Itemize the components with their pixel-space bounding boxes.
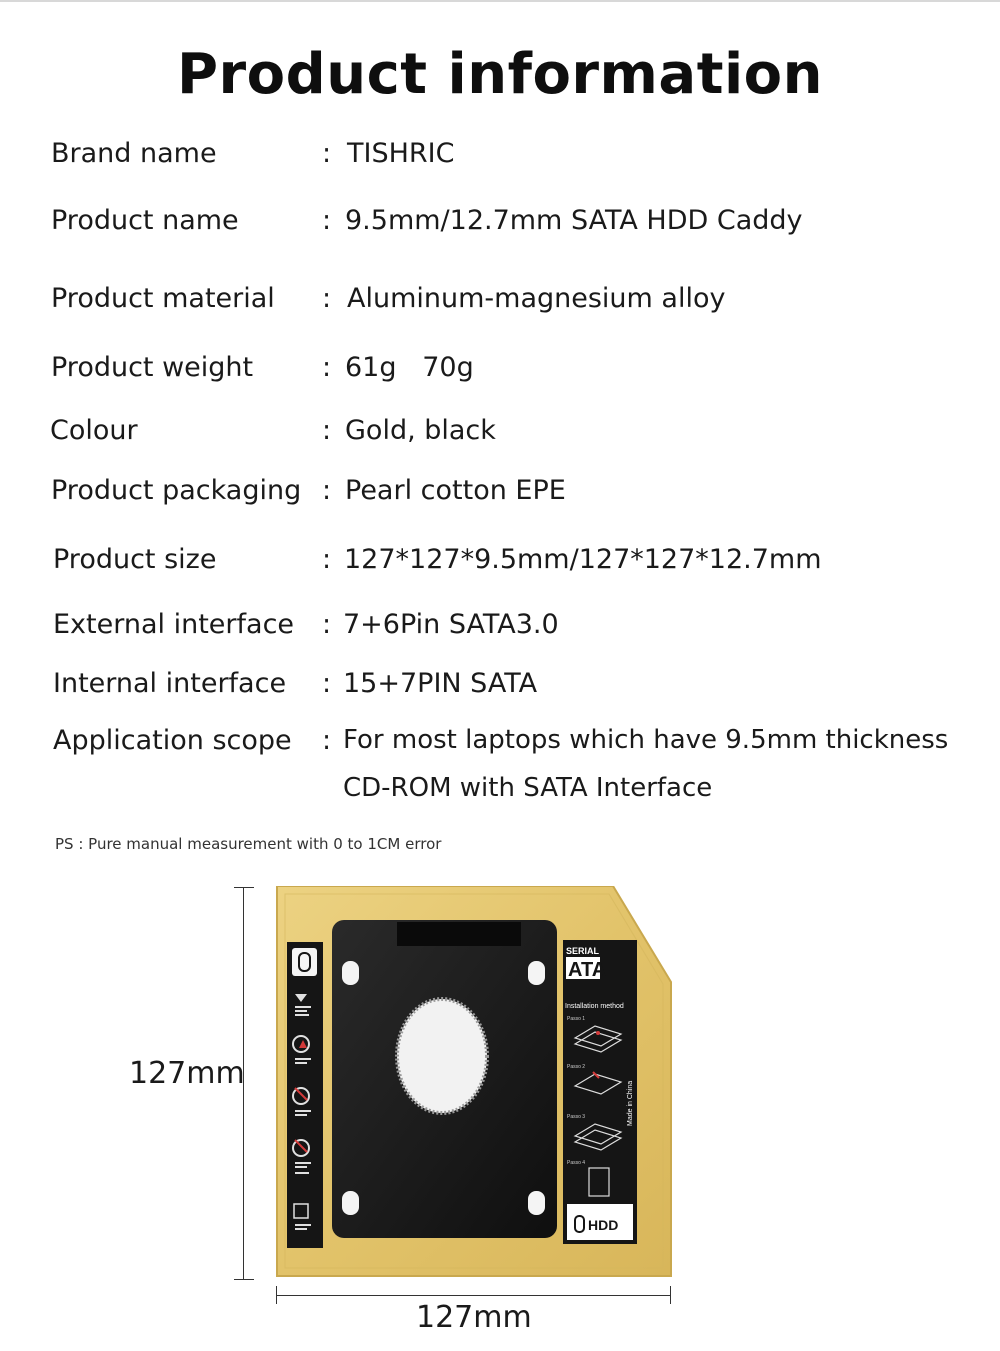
dim-tick-right xyxy=(670,1286,671,1304)
top-divider xyxy=(0,0,1000,2)
spec-row-colour xyxy=(0,415,1000,455)
height-dimension-label: 127mm xyxy=(129,1056,245,1091)
spec-colon: : xyxy=(322,544,332,575)
hdd-caddy-image xyxy=(275,886,673,1278)
spec-value: For most laptops which have 9.5mm thickness xyxy=(343,725,949,755)
spec-row-application-scope xyxy=(0,725,1000,815)
spec-colon: : xyxy=(322,475,332,506)
spec-row-material xyxy=(0,283,1000,323)
spec-colon: : xyxy=(322,415,332,446)
measurement-note: PS : Pure manual measurement with 0 to 1CM error xyxy=(55,835,442,853)
spec-value: 15+7PIN SATA xyxy=(343,668,538,699)
spec-row-brand xyxy=(0,138,1000,178)
spec-label: Product weight xyxy=(51,352,254,383)
spec-row-packaging xyxy=(0,475,1000,515)
step-2: Passo 2 xyxy=(567,1064,586,1070)
spec-row-size xyxy=(0,544,1000,584)
tray-oval-hole xyxy=(397,999,487,1113)
serial-text: SERIAL xyxy=(566,946,600,956)
page-title: Product information xyxy=(176,42,823,107)
spec-value: Pearl cotton EPE xyxy=(345,475,566,506)
made-in-text: Made in China xyxy=(627,1080,634,1126)
spec-label: Product name xyxy=(51,205,239,236)
spec-value-continued: CD-ROM with SATA Interface xyxy=(343,773,713,803)
spec-colon: : xyxy=(322,609,332,640)
spec-label: Product packaging xyxy=(51,475,302,506)
spec-row-external-interface xyxy=(0,609,1000,649)
spec-value: TISHRIC xyxy=(347,138,455,169)
step-4: Passo 4 xyxy=(567,1160,586,1166)
spec-colon: : xyxy=(322,205,332,236)
spec-value: 61g 70g xyxy=(345,352,474,383)
step-1: Passo 1 xyxy=(567,1016,586,1022)
spec-colon: : xyxy=(322,725,332,756)
step-3: Passo 3 xyxy=(567,1114,586,1120)
spec-colon: : xyxy=(322,668,332,699)
spec-label: Internal interface xyxy=(53,668,287,699)
hdd-text: HDD xyxy=(588,1217,619,1233)
spec-value: 7+6Pin SATA3.0 xyxy=(343,609,559,640)
width-dimension-label: 127mm xyxy=(416,1300,532,1335)
ata-text: ATA xyxy=(568,959,607,981)
spec-colon: : xyxy=(322,352,332,383)
install-title: Installation method xyxy=(565,1003,624,1010)
spec-label: Colour xyxy=(50,415,138,446)
spec-label: Brand name xyxy=(51,138,217,169)
spec-label: External interface xyxy=(53,609,295,640)
right-label xyxy=(563,940,637,1244)
spec-label: Product material xyxy=(51,283,275,314)
spec-row-weight xyxy=(0,352,1000,392)
spec-row-internal-interface xyxy=(0,668,1000,708)
spec-value: 9.5mm/12.7mm SATA HDD Caddy xyxy=(345,205,803,236)
spec-row-product-name xyxy=(0,205,1000,245)
spec-value: Aluminum-magnesium alloy xyxy=(347,283,726,314)
spec-label: Application scope xyxy=(53,725,292,756)
spec-value: 127*127*9.5mm/127*127*12.7mm xyxy=(344,544,822,575)
dim-tick-bottom xyxy=(234,1279,254,1280)
dim-line-horizontal xyxy=(276,1295,671,1296)
spec-colon: : xyxy=(322,138,332,169)
spec-value: Gold, black xyxy=(345,415,496,446)
dim-tick-top xyxy=(234,887,254,888)
spec-colon: : xyxy=(322,283,332,314)
spec-label: Product size xyxy=(53,544,217,575)
